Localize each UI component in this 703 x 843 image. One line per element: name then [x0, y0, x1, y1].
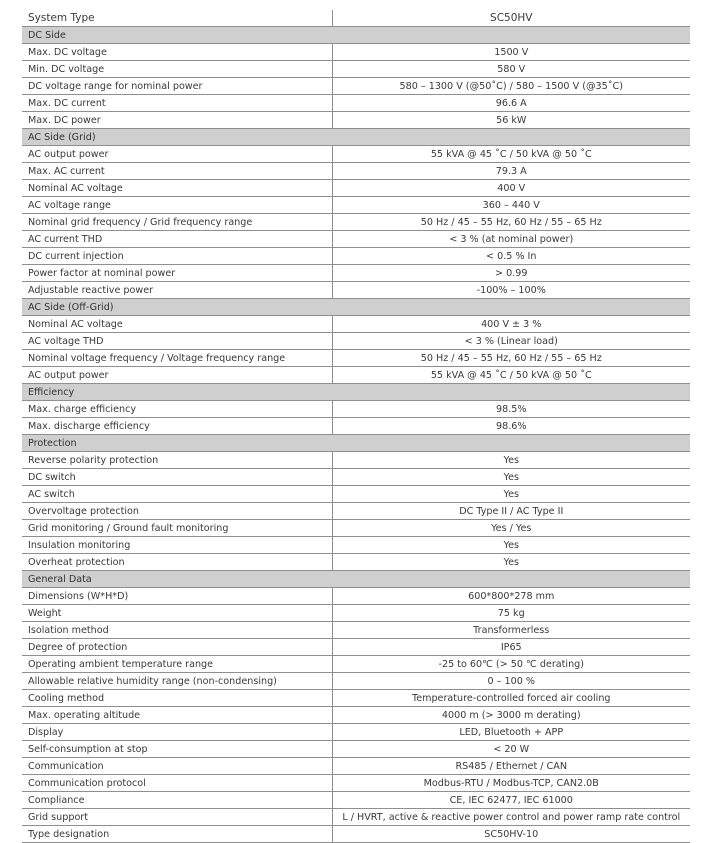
spec-row [22, 469, 690, 486]
spec-label: Max. DC power [22, 112, 332, 129]
spec-row [22, 418, 690, 435]
spec-label: Dimensions (W*H*D) [22, 588, 332, 605]
section-header [22, 27, 690, 44]
datasheet [0, 10, 703, 843]
spec-label: Display [22, 724, 332, 741]
spec-label: Nominal AC voltage [22, 316, 332, 333]
spec-label: AC switch [22, 486, 332, 503]
spec-value: SC50HV-10 [332, 826, 690, 843]
spec-label: Nominal voltage frequency / Voltage frequency range [22, 350, 332, 367]
spec-label: Min. DC voltage [22, 61, 332, 78]
spec-value: 580 V [332, 61, 690, 78]
spec-value: 56 kW [332, 112, 690, 129]
spec-row [22, 554, 690, 571]
spec-row [22, 61, 690, 78]
spec-row [22, 690, 690, 707]
spec-row [22, 265, 690, 282]
spec-row [22, 350, 690, 367]
spec-label: Power factor at nominal power [22, 265, 332, 282]
spec-label: Self-consumption at stop [22, 741, 332, 758]
spec-row [22, 486, 690, 503]
spec-value: 0 – 100 % [332, 673, 690, 690]
spec-label: Cooling method [22, 690, 332, 707]
spec-label: Overvoltage protection [22, 503, 332, 520]
spec-value: -100% – 100% [332, 282, 690, 299]
section-header [22, 571, 690, 588]
spec-row [22, 95, 690, 112]
spec-row [22, 401, 690, 418]
spec-label: DC current injection [22, 248, 332, 265]
spec-row [22, 809, 690, 826]
spec-row [22, 775, 690, 792]
spec-row [22, 537, 690, 554]
header-label: System Type [22, 10, 332, 27]
section-title: General Data [22, 571, 690, 588]
spec-label: AC output power [22, 146, 332, 163]
spec-label: Degree of protection [22, 639, 332, 656]
spec-value: > 0.99 [332, 265, 690, 282]
section-header [22, 299, 690, 316]
spec-row [22, 741, 690, 758]
spec-row [22, 214, 690, 231]
spec-label: Max. DC current [22, 95, 332, 112]
spec-value: Modbus-RTU / Modbus-TCP, CAN2.0B [332, 775, 690, 792]
spec-value: 98.5% [332, 401, 690, 418]
spec-table [22, 10, 690, 843]
section-header [22, 129, 690, 146]
spec-label: AC voltage THD [22, 333, 332, 350]
spec-label: DC switch [22, 469, 332, 486]
spec-row [22, 163, 690, 180]
spec-value: 75 kg [332, 605, 690, 622]
spec-value: Yes [332, 452, 690, 469]
spec-row [22, 758, 690, 775]
spec-row [22, 112, 690, 129]
spec-label: AC current THD [22, 231, 332, 248]
spec-value: 600*800*278 mm [332, 588, 690, 605]
spec-label: Operating ambient temperature range [22, 656, 332, 673]
spec-label: Max. operating altitude [22, 707, 332, 724]
spec-row [22, 333, 690, 350]
spec-value: -25 to 60℃ (> 50 ℃ derating) [332, 656, 690, 673]
spec-row [22, 673, 690, 690]
spec-label: Isolation method [22, 622, 332, 639]
spec-label: AC output power [22, 367, 332, 384]
spec-value: Yes [332, 537, 690, 554]
spec-label: Nominal AC voltage [22, 180, 332, 197]
spec-value: L / HVRT, active & reactive power control and power ramp rate control [332, 809, 690, 826]
spec-label: Grid support [22, 809, 332, 826]
spec-label: Max. discharge efficiency [22, 418, 332, 435]
spec-row [22, 656, 690, 673]
spec-value: 98.6% [332, 418, 690, 435]
spec-row [22, 724, 690, 741]
spec-label: Weight [22, 605, 332, 622]
spec-label: DC voltage range for nominal power [22, 78, 332, 95]
spec-label: Type designation [22, 826, 332, 843]
spec-row [22, 44, 690, 61]
spec-value: Yes [332, 469, 690, 486]
spec-row [22, 503, 690, 520]
spec-value: IP65 [332, 639, 690, 656]
spec-value: 96.6 A [332, 95, 690, 112]
spec-label: Max. charge efficiency [22, 401, 332, 418]
spec-row [22, 197, 690, 214]
spec-value: 580 – 1300 V (@50˚C) / 580 – 1500 V (@35˚C) [332, 78, 690, 95]
spec-value: 1500 V [332, 44, 690, 61]
section-header [22, 384, 690, 401]
spec-label: Adjustable reactive power [22, 282, 332, 299]
spec-value: 55 kVA @ 45 ˚C / 50 kVA @ 50 ˚C [332, 367, 690, 384]
spec-row [22, 588, 690, 605]
spec-value: 50 Hz / 45 – 55 Hz, 60 Hz / 55 – 65 Hz [332, 214, 690, 231]
spec-value: 4000 m (> 3000 m derating) [332, 707, 690, 724]
section-title: AC Side (Off-Grid) [22, 299, 690, 316]
spec-row [22, 792, 690, 809]
spec-value: CE, IEC 62477, IEC 61000 [332, 792, 690, 809]
spec-value: DC Type II / AC Type II [332, 503, 690, 520]
section-header [22, 435, 690, 452]
spec-label: Communication [22, 758, 332, 775]
spec-row [22, 367, 690, 384]
spec-row [22, 452, 690, 469]
spec-row [22, 605, 690, 622]
spec-label: Max. DC voltage [22, 44, 332, 61]
spec-label: Overheat protection [22, 554, 332, 571]
spec-value: 400 V [332, 180, 690, 197]
section-title: Efficiency [22, 384, 690, 401]
spec-value: < 3 % (Linear load) [332, 333, 690, 350]
spec-label: Max. AC current [22, 163, 332, 180]
spec-value: LED, Bluetooth + APP [332, 724, 690, 741]
spec-value: 400 V ± 3 % [332, 316, 690, 333]
spec-value: < 0.5 % In [332, 248, 690, 265]
spec-label: Grid monitoring / Ground fault monitoring [22, 520, 332, 537]
spec-row [22, 520, 690, 537]
section-title: Protection [22, 435, 690, 452]
spec-row [22, 282, 690, 299]
spec-row [22, 248, 690, 265]
section-title: AC Side (Grid) [22, 129, 690, 146]
spec-row [22, 707, 690, 724]
spec-value: 55 kVA @ 45 ˚C / 50 kVA @ 50 ˚C [332, 146, 690, 163]
section-title: DC Side [22, 27, 690, 44]
spec-label: Nominal grid frequency / Grid frequency range [22, 214, 332, 231]
spec-value: Transformerless [332, 622, 690, 639]
spec-value: < 3 % (at nominal power) [332, 231, 690, 248]
spec-value: Yes / Yes [332, 520, 690, 537]
spec-value: < 20 W [332, 741, 690, 758]
spec-value: 360 – 440 V [332, 197, 690, 214]
spec-row [22, 231, 690, 248]
spec-row [22, 316, 690, 333]
header-value: SC50HV [332, 10, 690, 27]
spec-label: AC voltage range [22, 197, 332, 214]
spec-value: Yes [332, 486, 690, 503]
spec-row [22, 146, 690, 163]
spec-label: Reverse polarity protection [22, 452, 332, 469]
spec-value: 50 Hz / 45 – 55 Hz, 60 Hz / 55 – 65 Hz [332, 350, 690, 367]
spec-row [22, 180, 690, 197]
header-row [22, 10, 690, 27]
spec-row [22, 78, 690, 95]
spec-label: Insulation monitoring [22, 537, 332, 554]
spec-value: 79.3 A [332, 163, 690, 180]
spec-value: Yes [332, 554, 690, 571]
spec-row [22, 622, 690, 639]
spec-label: Communication protocol [22, 775, 332, 792]
spec-value: Temperature-controlled forced air cooling [332, 690, 690, 707]
spec-row [22, 639, 690, 656]
spec-label: Allowable relative humidity range (non-condensing) [22, 673, 332, 690]
spec-label: Compliance [22, 792, 332, 809]
spec-value: RS485 / Ethernet / CAN [332, 758, 690, 775]
spec-row [22, 826, 690, 843]
